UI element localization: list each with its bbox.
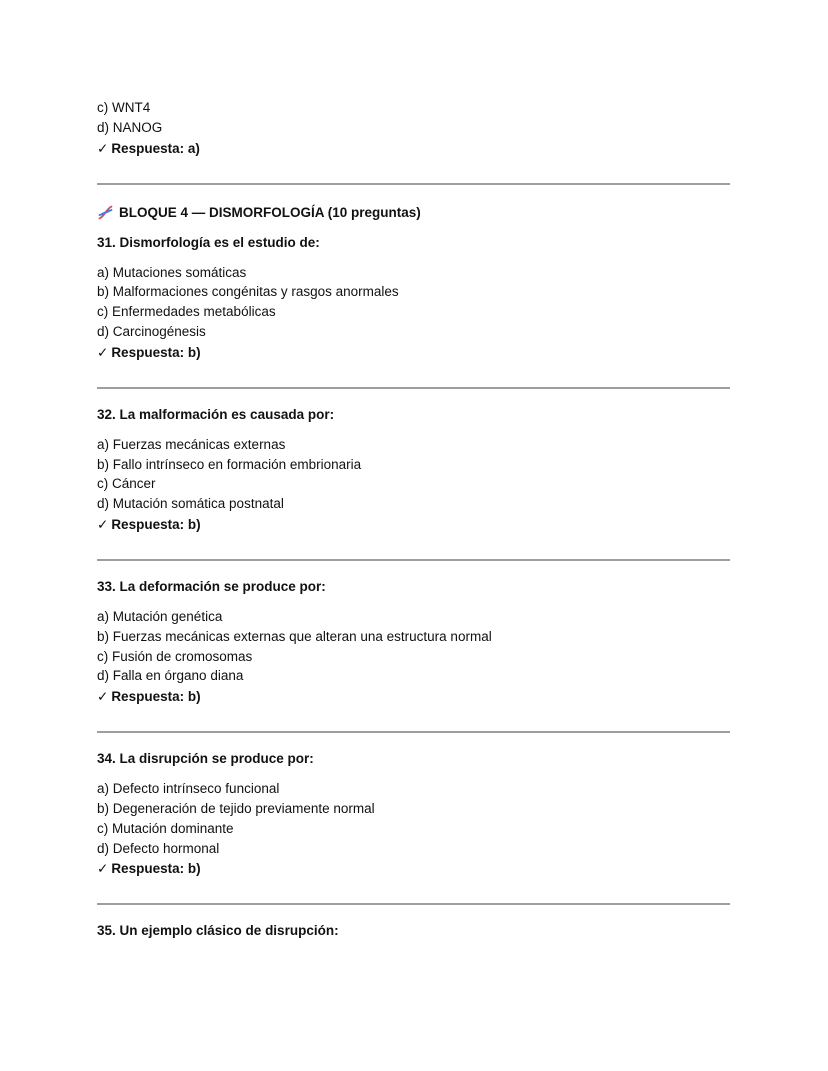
option: d) NANOG <box>97 119 163 135</box>
question-title: 34. La disrupción se produce por: <box>97 751 314 767</box>
divider <box>97 903 730 905</box>
option: c) Fusión de cromosomas <box>97 648 253 664</box>
option: a) Fuerzas mecánicas externas <box>97 436 286 452</box>
option: c) Enfermedades metabólicas <box>97 304 276 320</box>
option: d) Carcinogénesis <box>97 323 206 339</box>
option: a) Defecto intrínseco funcional <box>97 781 280 797</box>
option: a) Mutación genética <box>97 608 223 624</box>
question-title: 35. Un ejemplo clásico de disrupción: <box>97 923 339 939</box>
document-page <box>97 97 730 941</box>
question-title: 31. Dismorfología es el estudio de: <box>97 234 320 250</box>
divider <box>97 559 730 561</box>
dna-icon <box>97 204 114 221</box>
divider <box>97 731 730 733</box>
check-icon: ✓ <box>97 516 109 532</box>
option: b) Degeneración de tejido previamente normal <box>97 800 375 816</box>
option: d) Falla en órgano diana <box>97 668 244 684</box>
question-title: 33. La deformación se produce por: <box>97 578 326 594</box>
option-list <box>97 779 730 858</box>
option: c) WNT4 <box>97 100 151 115</box>
block-title <box>97 203 730 223</box>
option: d) Defecto hormonal <box>97 840 220 856</box>
option-list <box>97 263 730 342</box>
answer-line <box>97 859 730 879</box>
check-icon: ✓ <box>97 861 109 877</box>
check-icon: ✓ <box>97 140 109 156</box>
answer-text: Respuesta: b) <box>111 861 201 877</box>
answer-line <box>97 343 730 363</box>
divider <box>97 183 730 185</box>
answer-text: Respuesta: b) <box>111 689 201 705</box>
option-list <box>97 435 730 514</box>
check-icon: ✓ <box>97 344 109 360</box>
answer-line <box>97 139 730 159</box>
option: b) Malformaciones congénitas y rasgos anormales <box>97 284 399 300</box>
divider <box>97 387 730 389</box>
option: d) Mutación somática postnatal <box>97 496 284 512</box>
answer-line <box>97 687 730 707</box>
check-icon: ✓ <box>97 689 109 705</box>
previous-question-options <box>97 98 730 138</box>
question-title: 32. La malformación es causada por: <box>97 406 335 422</box>
option: b) Fuerzas mecánicas externas que alteran una estructura normal <box>97 628 492 644</box>
block-title-text: BLOQUE 4 — DISMORFOLOGÍA (10 preguntas) <box>119 204 421 220</box>
option: a) Mutaciones somáticas <box>97 264 247 280</box>
answer-text: Respuesta: a) <box>111 140 200 156</box>
option: b) Fallo intrínseco en formación embrionaria <box>97 456 362 472</box>
answer-line <box>97 515 730 535</box>
answer-text: Respuesta: b) <box>111 516 201 532</box>
option: c) Mutación dominante <box>97 820 234 836</box>
option: c) Cáncer <box>97 476 156 492</box>
answer-text: Respuesta: b) <box>111 344 201 360</box>
option-list <box>97 607 730 686</box>
